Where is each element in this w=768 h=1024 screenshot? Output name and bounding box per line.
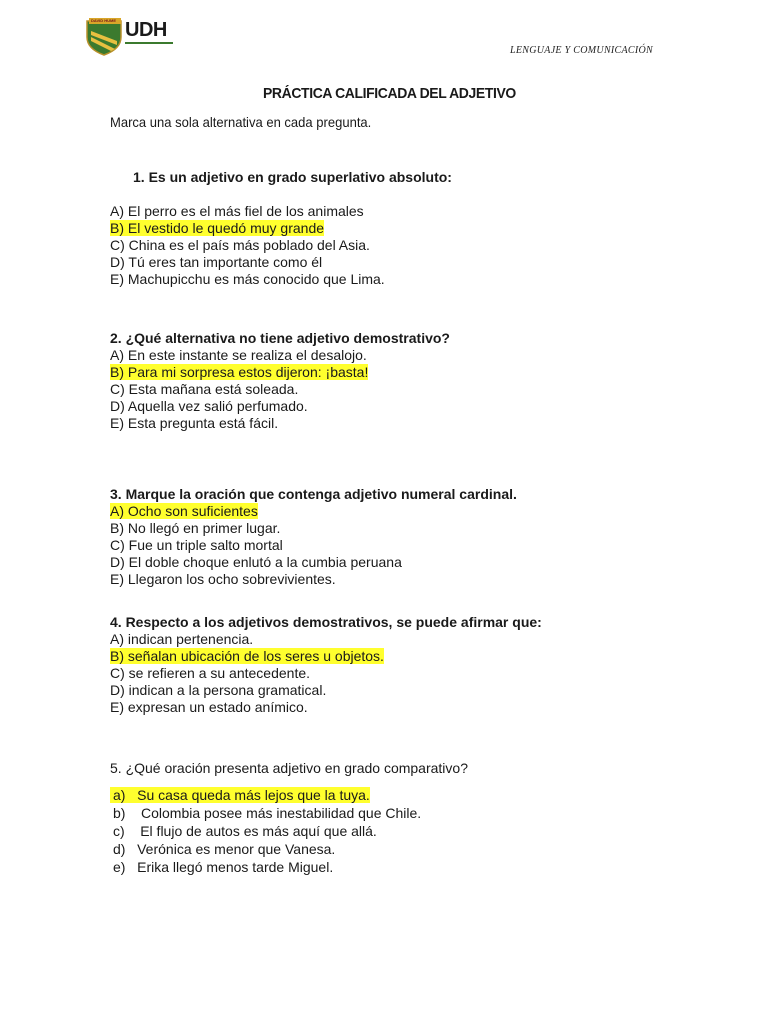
option-5b: b) Colombia posee más inestabilidad que Chile. bbox=[113, 805, 422, 821]
option-3d: D) El doble choque enlutó a la cumbia peruana bbox=[110, 554, 402, 570]
option-3c: C) Fue un triple salto mortal bbox=[110, 537, 283, 553]
option-2c: C) Esta mañana está soleada. bbox=[110, 381, 299, 397]
question-5-options bbox=[110, 786, 421, 876]
option-4e: E) expresan un estado anímico. bbox=[110, 699, 308, 715]
question-2-options bbox=[110, 347, 368, 432]
question-1: 1. Es un adjetivo en grado superlativo absoluto: bbox=[133, 169, 452, 185]
option-4d: D) indican a la persona gramatical. bbox=[110, 682, 327, 698]
option-2a: A) En este instante se realiza el desalojo. bbox=[110, 347, 367, 363]
header-subject: LENGUAJE Y COMUNICACIÓN bbox=[510, 45, 654, 56]
option-3b: B) No llegó en primer lugar. bbox=[110, 520, 281, 536]
option-1e: E) Machupicchu es más conocido que Lima. bbox=[110, 271, 385, 287]
option-3a-answer: A) Ocho son suficientes bbox=[110, 503, 258, 519]
option-5e: e) Erika llegó menos tarde Miguel. bbox=[113, 859, 334, 875]
option-5c: c) El flujo de autos es más aquí que allá. bbox=[113, 823, 377, 839]
option-1a: A) El perro es el más fiel de los animales bbox=[110, 203, 364, 219]
question-5: 5. ¿Qué oración presenta adjetivo en grado comparativo? bbox=[110, 760, 468, 776]
question-3: 3. Marque la oración que contenga adjetivo numeral cardinal. bbox=[110, 486, 517, 502]
option-5d: d) Verónica es menor que Vanesa. bbox=[113, 841, 336, 857]
question-4: 4. Respecto a los adjetivos demostrativos, se puede afirmar que: bbox=[110, 614, 542, 630]
option-2b-answer: B) Para mi sorpresa estos dijeron: ¡basta! bbox=[110, 364, 369, 380]
page-title: PRÁCTICA CALIFICADA DEL ADJETIVO bbox=[263, 85, 516, 102]
option-1c: C) China es el país más poblado del Asia. bbox=[110, 237, 370, 253]
option-1b-answer: B) El vestido le quedó muy grande bbox=[110, 220, 325, 236]
option-2d: D) Aquella vez salió perfumado. bbox=[110, 398, 308, 414]
university-logo bbox=[85, 17, 177, 57]
instruction: Marca una sola alternativa en cada pregunta. bbox=[110, 114, 372, 130]
question-2: 2. ¿Qué alternativa no tiene adjetivo demostrativo? bbox=[110, 330, 450, 346]
option-3e: E) Llegaron los ocho sobrevivientes. bbox=[110, 571, 336, 587]
option-4b-answer: B) señalan ubicación de los seres u objetos. bbox=[110, 648, 384, 664]
option-4a: A) indican pertenencia. bbox=[110, 631, 254, 647]
option-1d: D) Tú eres tan importante como él bbox=[110, 254, 323, 270]
question-4-options bbox=[110, 631, 384, 716]
logo-text: UDH bbox=[125, 19, 167, 41]
option-5a-answer: a) Su casa queda más lejos que la tuya. bbox=[110, 787, 370, 803]
question-1-options bbox=[110, 203, 385, 288]
option-2e: E) Esta pregunta está fácil. bbox=[110, 415, 279, 431]
question-3-options bbox=[110, 503, 402, 588]
option-4c: C) se refieren a su antecedente. bbox=[110, 665, 311, 681]
logo-underline bbox=[125, 42, 173, 44]
logo-banner: DAVID HUME bbox=[91, 18, 117, 23]
